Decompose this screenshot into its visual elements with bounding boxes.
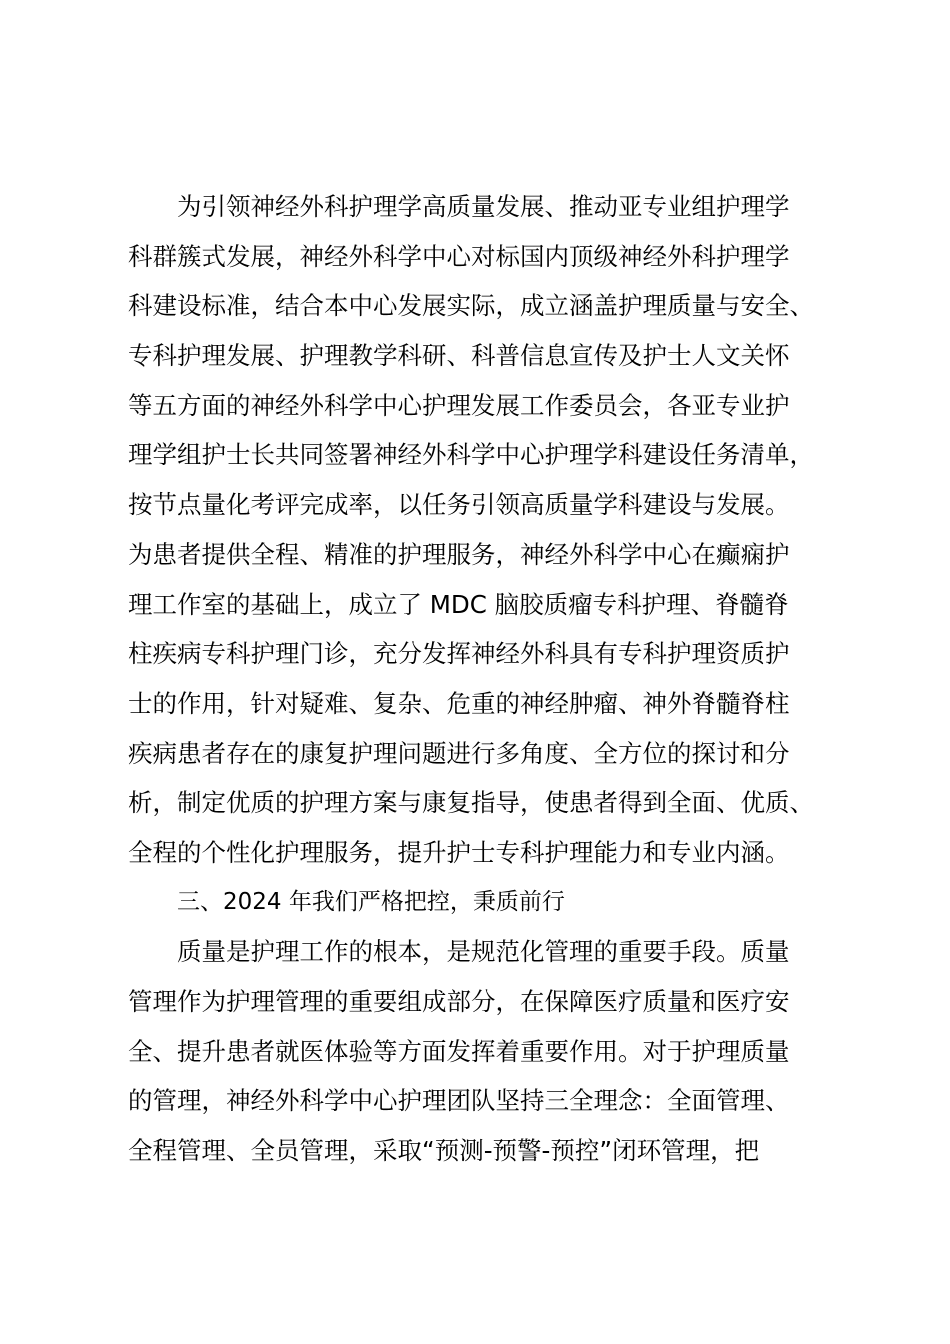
paragraph-line: 科建设标准，结合本中心发展实际，成立涵盖护理质量与安全、 (128, 291, 814, 321)
paragraph-line: 的管理，神经外科学中心护理团队坚持三全理念：全面管理、 (128, 1086, 790, 1116)
section-heading: 三、2024 年我们严格把控，秉质前行 (177, 888, 565, 915)
paragraph-line: 析，制定优质的护理方案与康复指导，使患者得到全面、优质、 (128, 788, 814, 818)
paragraph-line: 全程管理、全员管理，采取“预测-预警-预控”闭环管理，把 (128, 1136, 760, 1166)
paragraph-line: 按节点量化考评完成率，以任务引领高质量学科建设与发展。 (128, 490, 790, 520)
paragraph-line: 为患者提供全程、精准的护理服务，神经外科学中心在癫痫护 (128, 539, 790, 569)
paragraph-line: 等五方面的神经外科学中心护理发展工作委员会，各亚专业护 (128, 390, 790, 420)
paragraph-line: 专科护理发展、护理教学科研、科普信息宣传及护士人文关怀 (128, 341, 790, 371)
paragraph-line: 理工作室的基础上，成立了 MDC 脑胶质瘤专科护理、脊髓脊 (128, 589, 789, 619)
paragraph-line: 全程的个性化护理服务，提升护士专科护理能力和专业内涵。 (128, 837, 790, 867)
paragraph-line: 士的作用，针对疑难、复杂、危重的神经肿瘤、神外脊髓脊柱 (128, 688, 790, 718)
body-text (128, 182, 850, 1176)
paragraph-line: 理学组护士长共同签署神经外科学中心护理学科建设任务清单， (128, 440, 814, 470)
paragraph-line: 疾病患者存在的康复护理问题进行多角度、全方位的探讨和分 (128, 738, 790, 768)
paragraph-line: 质量是护理工作的根本，是规范化管理的重要手段。质量 (177, 937, 790, 967)
paragraph-line: 管理作为护理管理的重要组成部分，在保障医疗质量和医疗安 (128, 987, 790, 1016)
paragraph-line: 科群簇式发展，神经外科学中心对标国内顶级神经外科护理学 (128, 241, 790, 271)
paragraph-line: 为引领神经外科护理学高质量发展、推动亚专业组护理学 (177, 192, 790, 221)
paragraph-line: 柱疾病专科护理门诊，充分发挥神经外科具有专科护理资质护 (128, 639, 790, 669)
paragraph-line: 全、提升患者就医体验等方面发挥着重要作用。对于护理质量 (128, 1036, 790, 1066)
